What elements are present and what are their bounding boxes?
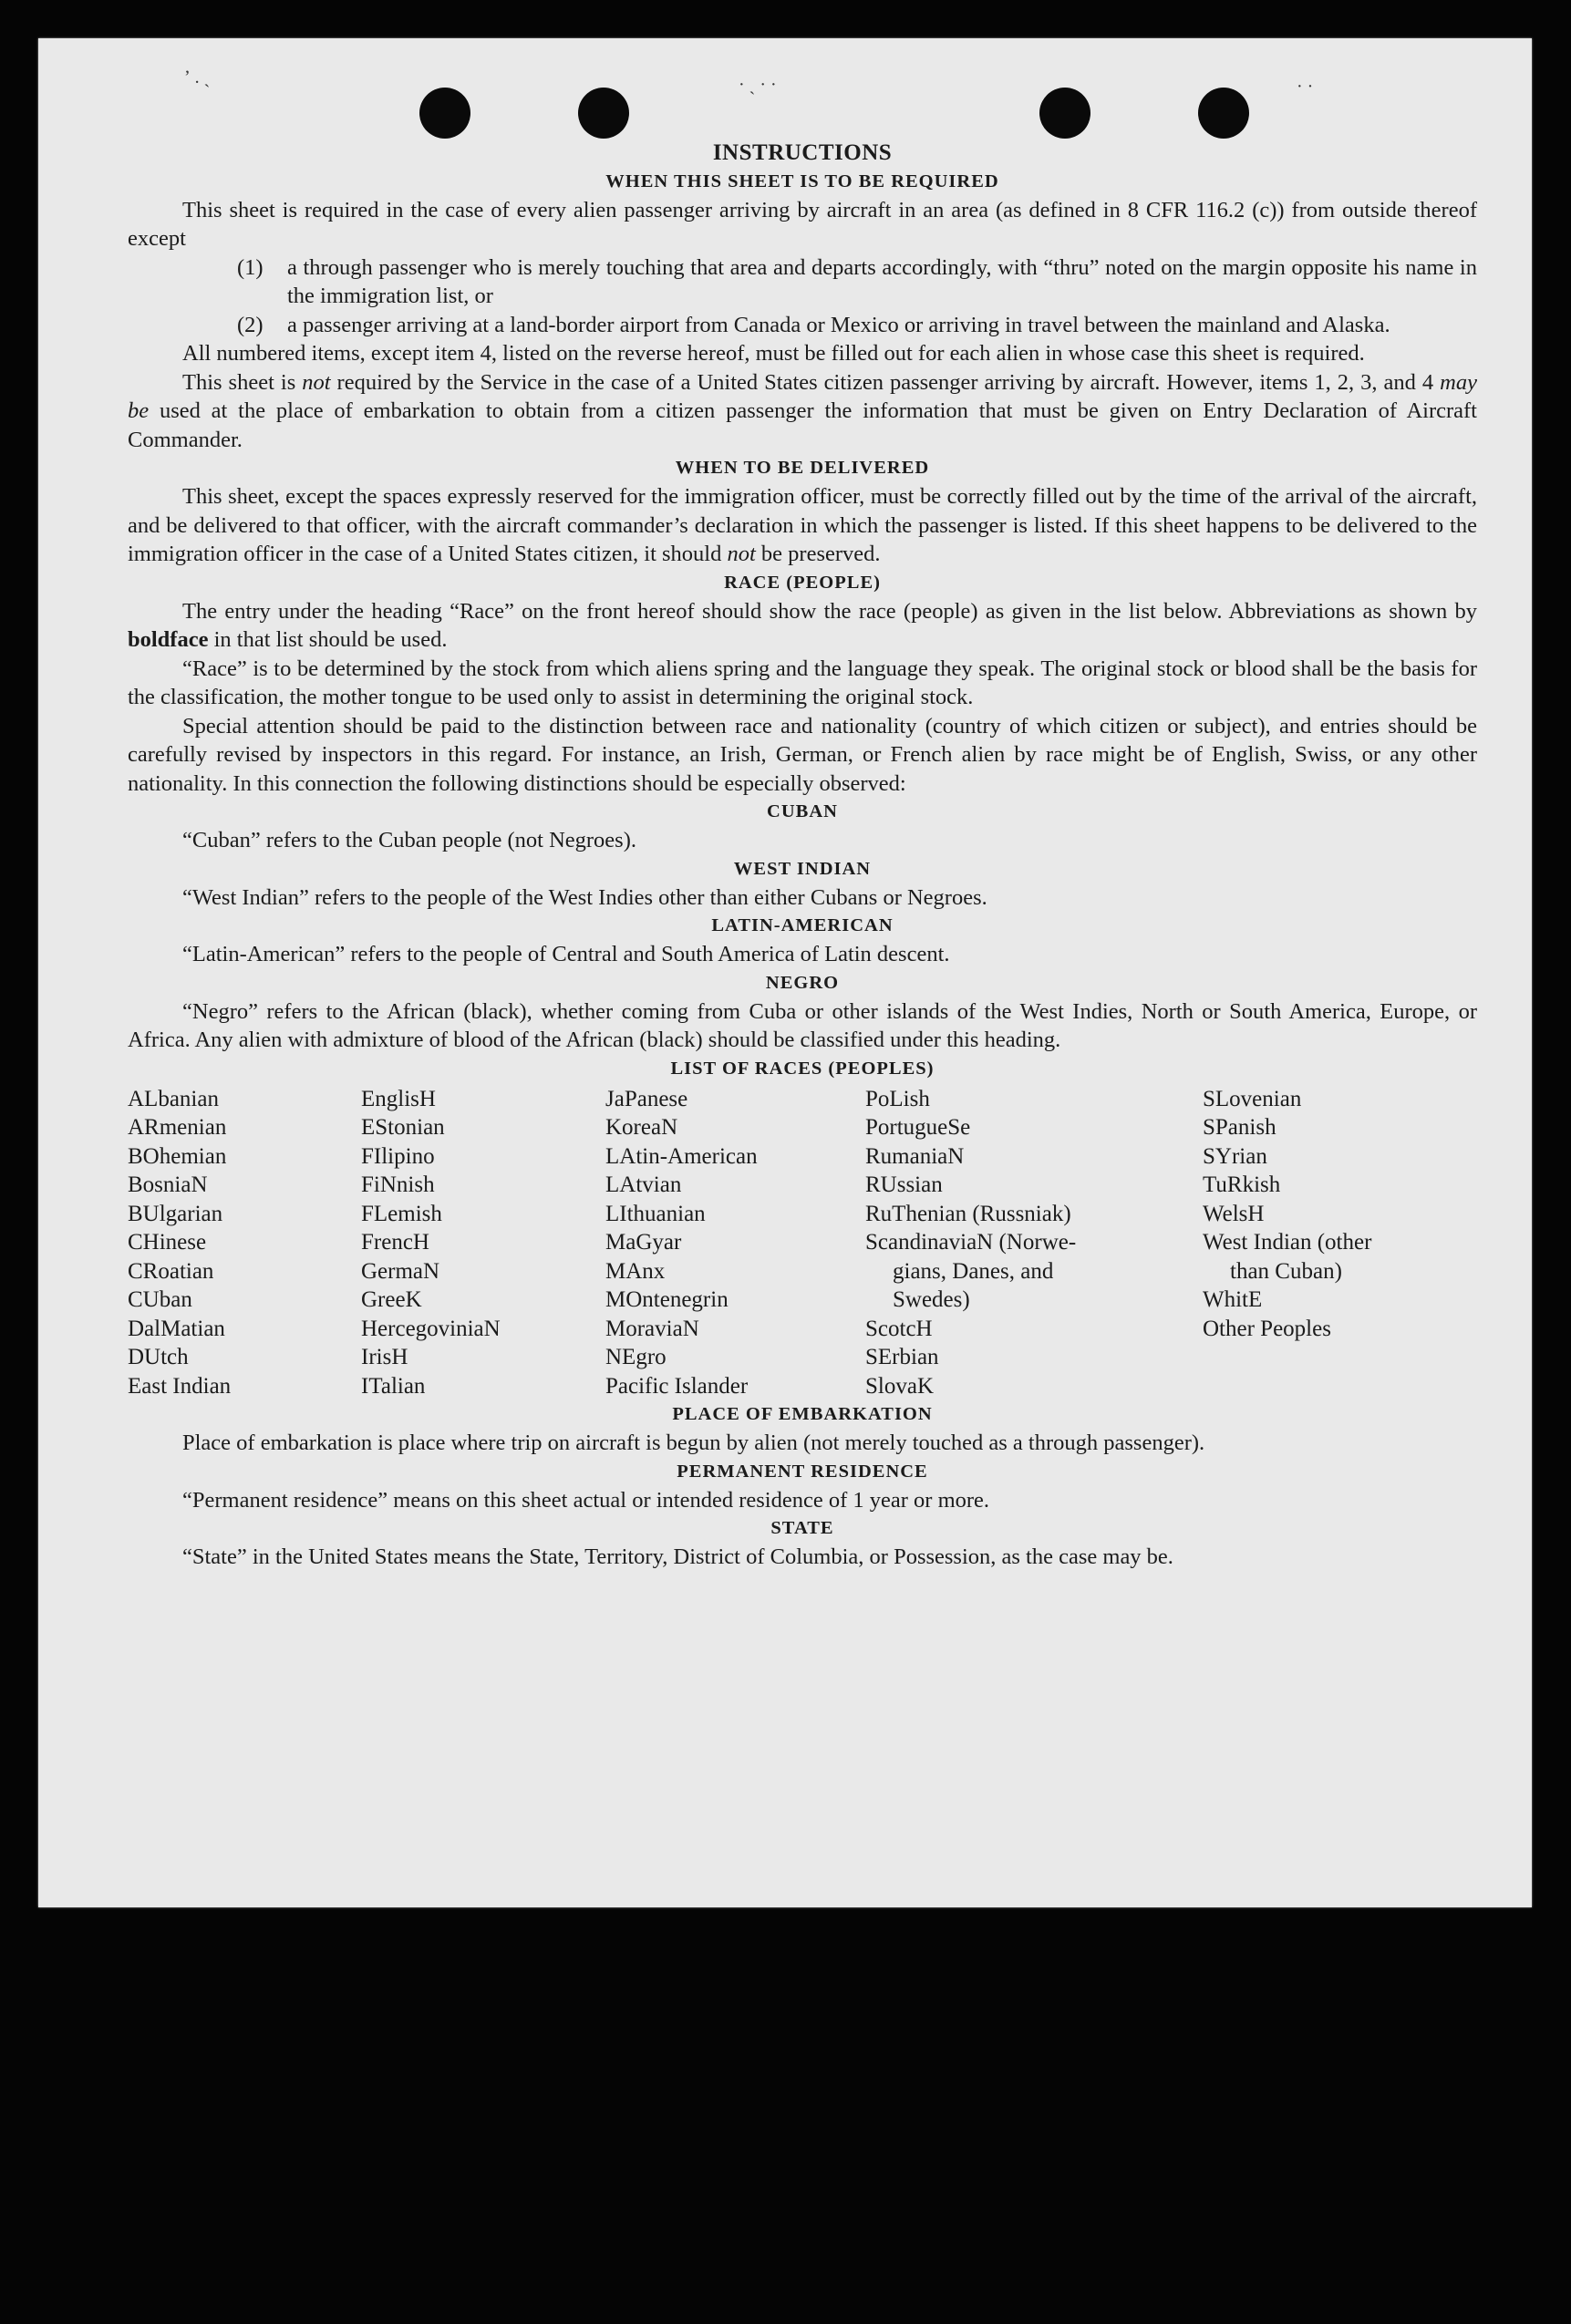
race-entry: SPanish [1203, 1115, 1276, 1140]
item-number: (2) [237, 312, 264, 337]
race-entry: CRoatian [128, 1258, 214, 1284]
race-entry: West Indian (other [1203, 1230, 1372, 1255]
race-entry: SErbian [865, 1345, 939, 1369]
race-entry: SLovenian [1203, 1086, 1302, 1111]
paragraph: This sheet is required in the case of every alien passenger arriving by aircraft in an area (as defined in 8 CFR 116.2 (c)) from outside thereof except [128, 197, 1477, 251]
race-entry: GreeK [361, 1287, 422, 1312]
race-entry: RumaniaN [865, 1143, 965, 1169]
document-sheet [38, 38, 1532, 1907]
instructions-body [128, 139, 1477, 1572]
punch-hole [419, 88, 470, 139]
paragraph: All numbered items, except item 4, listed on the reverse hereof, must be filled out for each alien in whose case this sheet is required. [182, 341, 1365, 366]
race-entry: SYrian [1203, 1143, 1267, 1169]
race-entry: PortugueSe [865, 1115, 971, 1140]
text-run: This sheet, except the spaces expressly reserved for the immigration officer, must be correctly filled out by the time of the arrival of the aircraft, and be delivered to that officer, with the aircraft commander’s declaration in which the passenger is listed. If this sheet happens to be delivered to the immigration officer in the case of a United States citizen, it should [128, 484, 1477, 566]
race-entry: MoraviaN [605, 1316, 699, 1341]
race-entry: FLemish [361, 1201, 442, 1226]
section-heading: PLACE OF EMBARKATION [672, 1404, 933, 1424]
item-text: a through passenger who is merely touching that area and departs accordingly, with “thru” noted on the margin opposite his name in the immigration list, or [287, 254, 1477, 308]
race-entry: KoreaN [605, 1115, 678, 1140]
punch-hole [1039, 88, 1090, 139]
race-entry: than Cuban) [1230, 1258, 1342, 1284]
scan-mark: ʼ . ˎ [184, 67, 211, 88]
item-text: a passenger arriving at a land-border airport from Canada or Mexico or arriving in travel between the mainland and Alaska. [287, 312, 1390, 337]
race-entry: WelsH [1203, 1201, 1265, 1226]
race-entry: FIlipino [361, 1143, 435, 1169]
race-entry: CUban [128, 1287, 192, 1312]
section-heading: LATIN-AMERICAN [711, 915, 894, 935]
race-entry: BosniaN [128, 1172, 208, 1197]
race-entry: FrencH [361, 1230, 429, 1255]
race-entry: JaPanese [605, 1086, 688, 1111]
race-entry: LAtvian [605, 1172, 682, 1197]
race-entry: ScandinaviaN (Norwe- [865, 1230, 1077, 1255]
race-entry: RUssian [865, 1172, 943, 1197]
race-entry: PoLish [865, 1086, 930, 1111]
text-run: in that list should be used. [208, 627, 448, 652]
race-entry: LAtin-American [605, 1143, 758, 1169]
race-entry: SlovaK [865, 1373, 934, 1399]
paragraph: Special attention should be paid to the distinction between race and nationality (country of which citizen or subject), and entries should be carefully revised by inspectors in this regard. For instance, an Irish, German, or French alien by race might be of English, Swiss, or any other nationality. In this connection the following distinctions should be especially observed: [128, 713, 1477, 796]
scan-mark: · · [1297, 77, 1314, 97]
race-entry: MOntenegrin [605, 1287, 729, 1312]
race-entry: DalMatian [128, 1316, 225, 1341]
paragraph: “Negro” refers to the African (black), whether coming from Cuba or other islands of the West Indies, North or South America, Europe, or Africa. Any alien with admixture of blood of the African (black) should be classified under this heading. [128, 998, 1477, 1052]
paragraph [128, 597, 1477, 655]
section-heading: WHEN THIS SHEET IS TO BE REQUIRED [605, 170, 999, 191]
race-column [865, 1085, 1203, 1401]
paragraph: “Race” is to be determined by the stock from which aliens spring and the language they speak. The original stock or blood shall be the basis for the classification, the mother tongue to be used only to assist in determining the original stock. [128, 656, 1477, 709]
race-entry: BUlgarian [128, 1201, 223, 1226]
paragraph: “Cuban” refers to the Cuban people (not Negroes). [182, 828, 636, 852]
race-list [128, 1085, 1477, 1401]
race-entry: MaGyar [605, 1230, 682, 1255]
race-column [605, 1085, 865, 1401]
race-entry: ITalian [361, 1373, 426, 1399]
race-entry: RuThenian (Russniak) [865, 1201, 1071, 1226]
paragraph [128, 482, 1477, 569]
race-entry: WhitE [1203, 1287, 1263, 1312]
italic-run: not [727, 542, 756, 566]
race-entry: East Indian [128, 1373, 232, 1399]
race-entry: Pacific Islander [605, 1373, 749, 1399]
text-run: This sheet is [182, 369, 303, 395]
race-entry: FiNnish [361, 1172, 435, 1197]
race-entry: TuRkish [1203, 1172, 1281, 1197]
text-run: required by the Service in the case of a United States citizen passenger arriving by aircraft. However, items 1, 2, 3, and 4 [330, 369, 1441, 395]
item-number: (1) [237, 254, 264, 280]
page-title: INSTRUCTIONS [712, 140, 893, 165]
race-entry: Other Peoples [1203, 1316, 1331, 1341]
bold-run: boldface [128, 627, 209, 652]
race-entry: BOhemian [128, 1143, 227, 1169]
paragraph: “Permanent residence” means on this sheet actual or intended residence of 1 year or more. [182, 1487, 990, 1513]
race-entry: MAnx [605, 1258, 666, 1284]
section-heading: WEST INDIAN [733, 858, 872, 879]
section-heading: WHEN TO BE DELIVERED [675, 458, 930, 478]
race-entry: DUtch [128, 1345, 189, 1369]
section-heading: PERMANENT RESIDENCE [677, 1461, 928, 1482]
race-entry: EnglisH [361, 1086, 436, 1111]
italic-run: may be [128, 369, 1477, 423]
race-entry: HercegoviniaN [361, 1316, 501, 1341]
italic-run: not [302, 369, 331, 395]
race-entry: LIthuanian [605, 1201, 706, 1226]
race-column [1203, 1085, 1477, 1401]
race-entry: gians, Danes, and [893, 1258, 1054, 1284]
race-entry: NEgro [605, 1345, 667, 1369]
paragraph: “West Indian” refers to the people of the West Indies other than either Cubans or Negroes. [182, 884, 987, 910]
scan-mark: · ˎ · · [739, 75, 777, 95]
race-column [128, 1085, 361, 1401]
paragraph: “Latin-American” refers to the people of Central and South America of Latin descent. [182, 942, 950, 966]
race-entry: ALbanian [128, 1086, 219, 1111]
text-run: be preserved. [755, 542, 881, 566]
section-heading: NEGRO [765, 972, 840, 993]
section-heading: LIST OF RACES (PEOPLES) [670, 1058, 935, 1079]
section-heading: CUBAN [767, 801, 838, 821]
race-entry: EStonian [361, 1115, 445, 1140]
paragraph [128, 368, 1477, 455]
race-entry: CHinese [128, 1230, 207, 1255]
text-run: used at the place of embarkation to obtain from a citizen passenger the information that must be given on Entry Declaration of Aircraft Commander. [128, 398, 1477, 452]
race-entry: Swedes) [893, 1287, 970, 1312]
race-entry: IrisH [361, 1345, 408, 1369]
punch-hole [1198, 88, 1249, 139]
paragraph: “State” in the United States means the State, Territory, District of Columbia, or Possession, as the case may be. [182, 1544, 1173, 1569]
list-item [237, 311, 1477, 340]
race-entry: ARmenian [128, 1115, 227, 1140]
punch-hole [578, 88, 629, 139]
text-run: The entry under the heading “Race” on the front hereof should show the race (people) as given in the list below. Abbreviations as shown by [182, 598, 1477, 624]
race-column [361, 1085, 605, 1401]
section-heading: STATE [770, 1518, 834, 1538]
list-item [237, 253, 1477, 311]
race-entry: ScotcH [865, 1316, 933, 1341]
section-heading: RACE (PEOPLE) [724, 572, 881, 593]
paragraph: Place of embarkation is place where trip on aircraft is begun by alien (not merely touched as a through passenger). [182, 1431, 1205, 1455]
race-entry: GermaN [361, 1258, 440, 1284]
